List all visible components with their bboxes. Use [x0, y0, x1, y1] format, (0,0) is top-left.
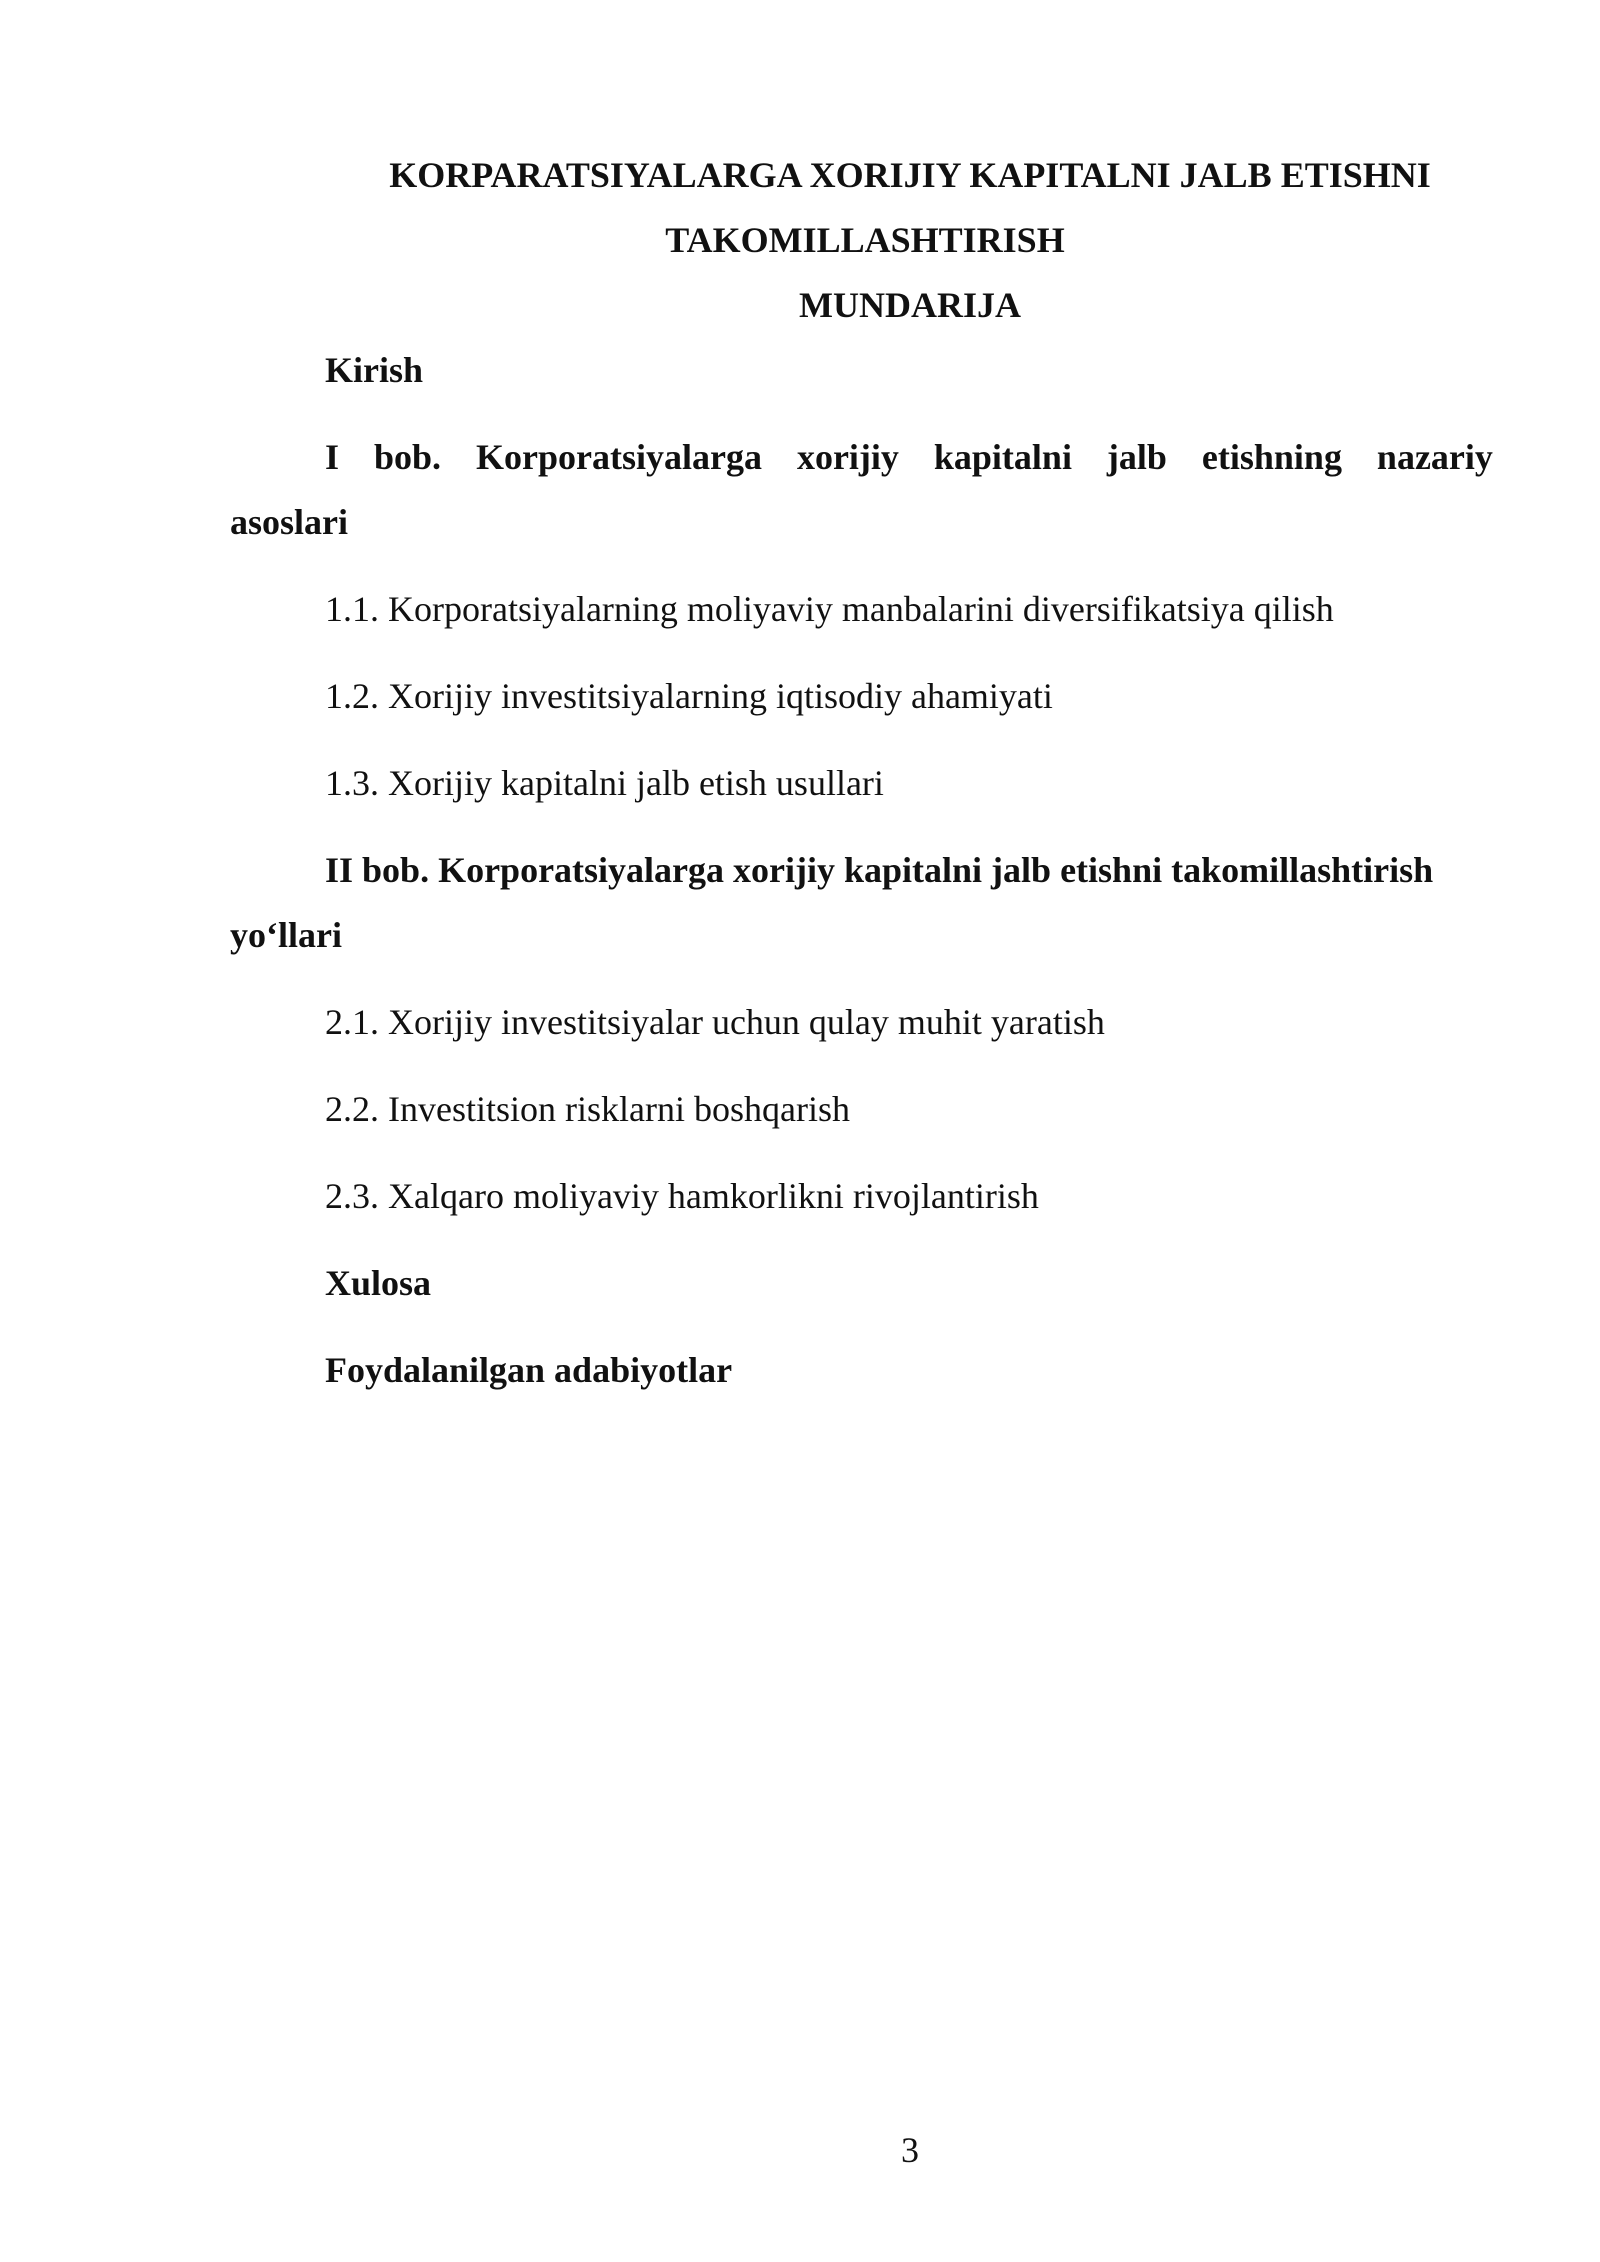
toc-section-2-2: 2.2. Investitsion risklarni boshqarish: [325, 1089, 850, 1129]
toc-chapter-2-line-1: II bob. Korporatsiyalarga xorijiy kapitalni jalb etishni takomillashtirish: [325, 850, 1434, 890]
toc-section-2-1: 2.1. Xorijiy investitsiyalar uchun qulay muhit yaratish: [325, 1002, 1105, 1042]
document-title-line-2: TAKOMILLASHTIRISH: [665, 220, 1065, 260]
toc-item-intro: Kirish: [325, 350, 424, 390]
toc-chapter-1-word: bob.: [373, 437, 442, 477]
toc-chapter-2-line-2: yo‘llari: [230, 915, 342, 955]
toc-chapter-1-word: kapitalni: [933, 437, 1072, 477]
toc-chapter-1-word: jalb: [1106, 437, 1167, 477]
toc-item-references: Foydalanilgan adabiyotlar: [325, 1350, 733, 1390]
document-title-line-1: KORPARATSIYALARGA XORIJIY KAPITALNI JALB ETISHNI: [389, 155, 1431, 195]
toc-chapter-1-word: Korporatsiyalarga: [476, 437, 762, 477]
toc-section-1-2: 1.2. Xorijiy investitsiyalarning iqtisodiy ahamiyati: [325, 676, 1053, 716]
toc-section-2-3: 2.3. Xalqaro moliyaviy hamkorlikni rivojlantirish: [325, 1176, 1039, 1216]
toc-chapter-1-line-1: [325, 435, 1493, 479]
toc-chapter-1-word: nazariy: [1376, 437, 1493, 477]
toc-chapter-1-word: etishning: [1201, 437, 1342, 477]
toc-chapter-1-line-2: asoslari: [230, 502, 349, 542]
page-number: 3: [901, 2130, 919, 2170]
toc-item-conclusion: Xulosa: [325, 1263, 432, 1303]
toc-section-1-1: 1.1. Korporatsiyalarning moliyaviy manbalarini diversifikatsiya qilish: [325, 589, 1334, 629]
toc-chapter-1-word: I: [325, 437, 340, 477]
contents-heading: MUNDARIJA: [799, 285, 1021, 325]
toc-section-1-3: 1.3. Xorijiy kapitalni jalb etish usullari: [325, 763, 884, 803]
toc-chapter-1-word: xorijiy: [796, 437, 899, 477]
